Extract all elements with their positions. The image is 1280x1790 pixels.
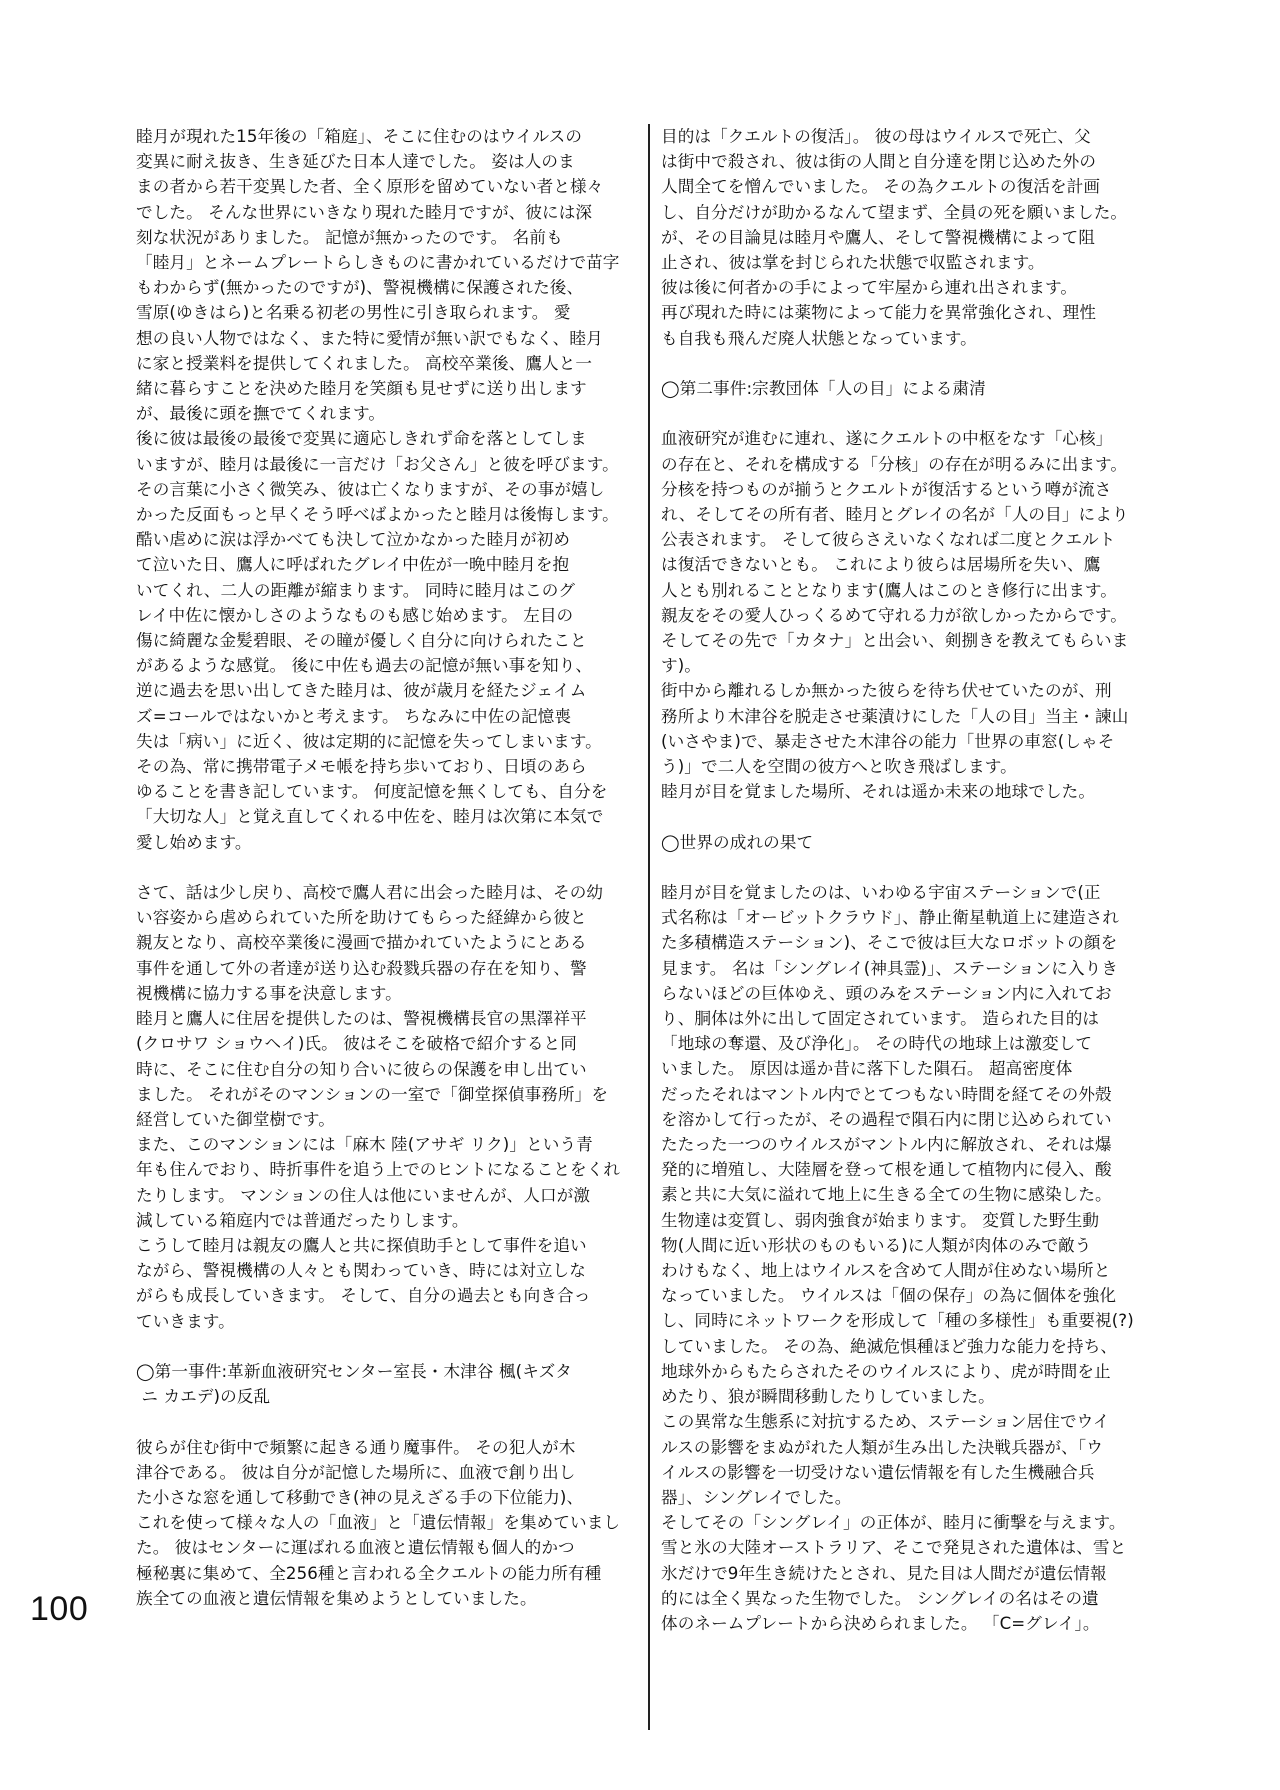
paragraph-first-incident: 彼らが住む街中で頻繁に起きる通り魔事件。 その犯人が木 津谷である。 彼は自分が記憶した場所に、血液で創り出し た小さな窓を通して移動でき(神の見えざる手の下位能力)、 これを使って様々な人の「血液」と「遺伝情報」を集めていまし た。 彼はセンターに運ばれる血液と遺伝情報も個人的かつ 極秘裏に集めて、全256種と言われる全クエルトの能力所有種 族全ての血液と遺伝情報を集めようとしていました。 <box>136 1437 621 1608</box>
page-number: 100 <box>30 1590 89 1628</box>
right-column <box>661 124 1143 1636</box>
paragraph-second-incident: 血液研究が進むに連れ、遂にクエルトの中枢をなす「心核」 の存在と、それを構成する「分核」の存在が明るみに出ます。 分核を持つものが揃うとクエルトが復活するという噂が流さ れ、そしてその所有者、睦月とグレイの名が「人の目」により 公表されます。 そして彼らさえいなくなれば二度とクエルト は復活できないとも。 これにより彼らは居場所を失い、鷹 人とも別れることとなります(鷹人はこのとき修行に出ます。 親友をその愛人ひっくるめて守れる力が欲しかったからです。 そしてその先で「カタナ」と出会い、剣捌きを教えてもらいます)。 街中から離れるしか無かった彼らを待ち伏せていたのが、刑 務所より木津谷を脱走させ薬漬けにした「人の目」当主・諫山 (いさやま)で、暴走させた木津谷の能力「世界の車窓(しゃそ う)」で二人を空間の彼方へと吹き飛ばします。 睦月が目を覚ました場所、それは遥か未来の地球でした。 <box>661 429 1129 802</box>
paragraph-mutsuki-background: 睦月が現れた15年後の「箱庭」、そこに住むのはウイルスの 変異に耐え抜き、生き延びた日本人達でした。 姿は人のま まの者から若干変異した者、全く原形を留めていない者と様々 でした。 そんな世界にいきなり現れた睦月ですが、彼には深 刻な状況がありました。 記憶が無かったのです。 名前も 「睦月」とネームプレートらしきものに書かれているだけで苗字 もわからず(無かったのですが)、警視機構に保護された後、 雪原(ゆきはら)と名乗る初老の男性に引き取られます。 愛 想の良い人物ではなく、また特に愛情が無い訳でもなく、睦月 に家と授業料を提供してくれました。 高校卒業後、鷹人と一 緒に暮らすことを決めた睦月を笑顔も見せずに送り出します が、最後に頭を撫でてくれます。 後に彼は最後の最後で変異に適応しきれず命を落としてしま いますが、睦月は最後に一言だけ「お父さん」と彼を呼びます。 その言葉に小さく微笑み、彼は亡くなりますが、その事が嬉し かった反面もっと早くそう呼べばよかったと睦月は後悔します。 酷い虐めに涙は浮かべても決して泣かなかった睦月が初め て泣いた日、鷹人に呼ばれたグレイ中佐が一晩中睦月を抱 いてくれ、二人の距離が縮まります。 同時に睦月はこのグ レイ中佐に懐かしさのようなものも感じ始めます。 左目の 傷に綺麗な金髪碧眼、その瞳が優しく自分に向けられたこと があるような感覚。 後に中佐も過去の記憶が無い事を知り、 逆に過去を思い出してきた睦月は、彼が歳月を経たジェイム ズ=コールではないかと考えます。 ちなみに中佐の記憶喪 失は「病い」に近く、彼は定期的に記憶を失ってしまいます。 その為、常に携帯電子メモ帳を持ち歩いており、日頃のあら ゆることを書き記しています。 何度記憶を無くしても、自分を 「大切な人」と覚え直してくれる中佐を、睦月は次第に本気で 愛し始めます。 <box>136 127 620 852</box>
paragraph-world-end: 睦月が目を覚ましたのは、いわゆる宇宙ステーションで(正 式名称は「オービットクラウド」、静止衛星軌道上に建造され た多積構造ステーション)、そこで彼は巨大なロボットの顔を 見ます。 名は「シングレイ(神具霊)」、ステーションに入りき らないほどの巨体ゆえ、頭のみをステーション内に入れてお り、胴体は外に出して固定されています。 造られた目的は 「地球の奪還、及び浄化」。 その時代の地球上は激変して いました。 原因は遥か昔に落下した隕石。 超高密度体 だったそれはマントル内でとてつもない時間を経てその外殻 を溶かして行ったが、その過程で隕石内に閉じ込められてい たたった一つのウイルスがマントル内に解放され、それは爆 発的に増殖し、大陸層を登って根を通して植物内に侵入、酸 素と共に大気に溢れて地上に生きる全ての生物に感染した。 生物達は変質し、弱肉強食が始まります。 変質した野生動 物(人間に近い形状のものもいる)に人類が肉体のみで敵う わけもなく、地上はウイルスを含めて人間が住めない場所と なっていました。 ウイルスは「個の保存」の為に個体を強化 し、同時にネットワークを形成して「種の多様性」も重要視(?) していました。 その為、絶滅危惧種ほど強力な能力を持ち、 地球外からもたらされたそのウイルスにより、虎が時間を止 めたり、狼が瞬間移動したりしていました。 この異常な生態系に対抗するため、ステーション居住でウイ ルスの影響をまぬがれた人類が生み出した決戦兵器が、「ウ イルスの影響を一切受けない遺伝情報を有した生機融合兵 器」、シングレイでした。 そしてその「シングレイ」の正体が、睦月に衝撃を与えます。 雪と氷の大陸オーストラリア、そこで発見された遺体は、雪と 氷だけで9年生き続けたとされ、見た目は人間だが遺伝情報 的には全く異なった生物でした。 シングレイの名はその遺 体のネームプレートから決められました。 「C=グレイ」。 <box>661 883 1134 1633</box>
column-divider <box>648 124 650 1730</box>
left-column <box>136 124 642 1611</box>
paragraph-high-school: さて、話は少し戻り、高校で鷹人君に出会った睦月は、その幼 い容姿から虐められていた所を助けてもらった経緯から彼と 親友となり、高校卒業後に漫画で描かれていたようにとある 事件を通して外の者達が送り込む殺戮兵器の存在を知り、警 視機構に協力する事を決意します。 睦月と鷹人に住居を提供したのは、警視機構長官の黒澤祥平 (クロサワ ショウヘイ)氏。 彼はそこを破格で紹介すると同 時に、そこに住む自分の知り合いに彼らの保護を申し出てい ました。 それがそのマンションの一室で「御堂探偵事務所」を 経営していた御堂樹です。 また、このマンションには「麻木 陸(アサギ リク)」という青 年も住んでおり、時折事件を追う上でのヒントになることをくれ たりします。 マンションの住人は他にいませんが、人口が激 減している箱庭内では普通だったりします。 こうして睦月は親友の鷹人と共に探偵助手として事件を追い ながら、警視機構の人々とも関わっていき、時には対立しな がらも成長していきます。 そして、自分の過去とも向き合っ ていきます。 <box>136 883 621 1331</box>
section-heading-second-incident: ◯第二事件:宗教団体「人の目」による粛清 <box>661 379 986 399</box>
paragraph-kizutani-goal: 目的は「クエルトの復活」。 彼の母はウイルスで死亡、父 は街中で殺され、彼は街の人間と自分達を閉じ込めた外の 人間全てを憎んでいました。 その為クエルトの復活を計画 し、自分だけが助かるなんて望まず、全員の死を願いました。 が、その目論見は睦月や鷹人、そして警視機構によって阻 止され、彼は掌を封じられた状態で収監されます。 彼は後に何者かの手によって牢屋から連れ出されます。 再び現れた時には薬物によって能力を異常強化され、理性 も自我も飛んだ廃人状態となっています。 <box>661 127 1128 348</box>
section-heading-world-end: ◯世界の成れの果て <box>661 832 814 852</box>
section-heading-first-incident: ◯第一事件:革新血液研究センター室長・木津谷 楓(キズタ ニ カエデ)の反乱 <box>136 1361 572 1407</box>
